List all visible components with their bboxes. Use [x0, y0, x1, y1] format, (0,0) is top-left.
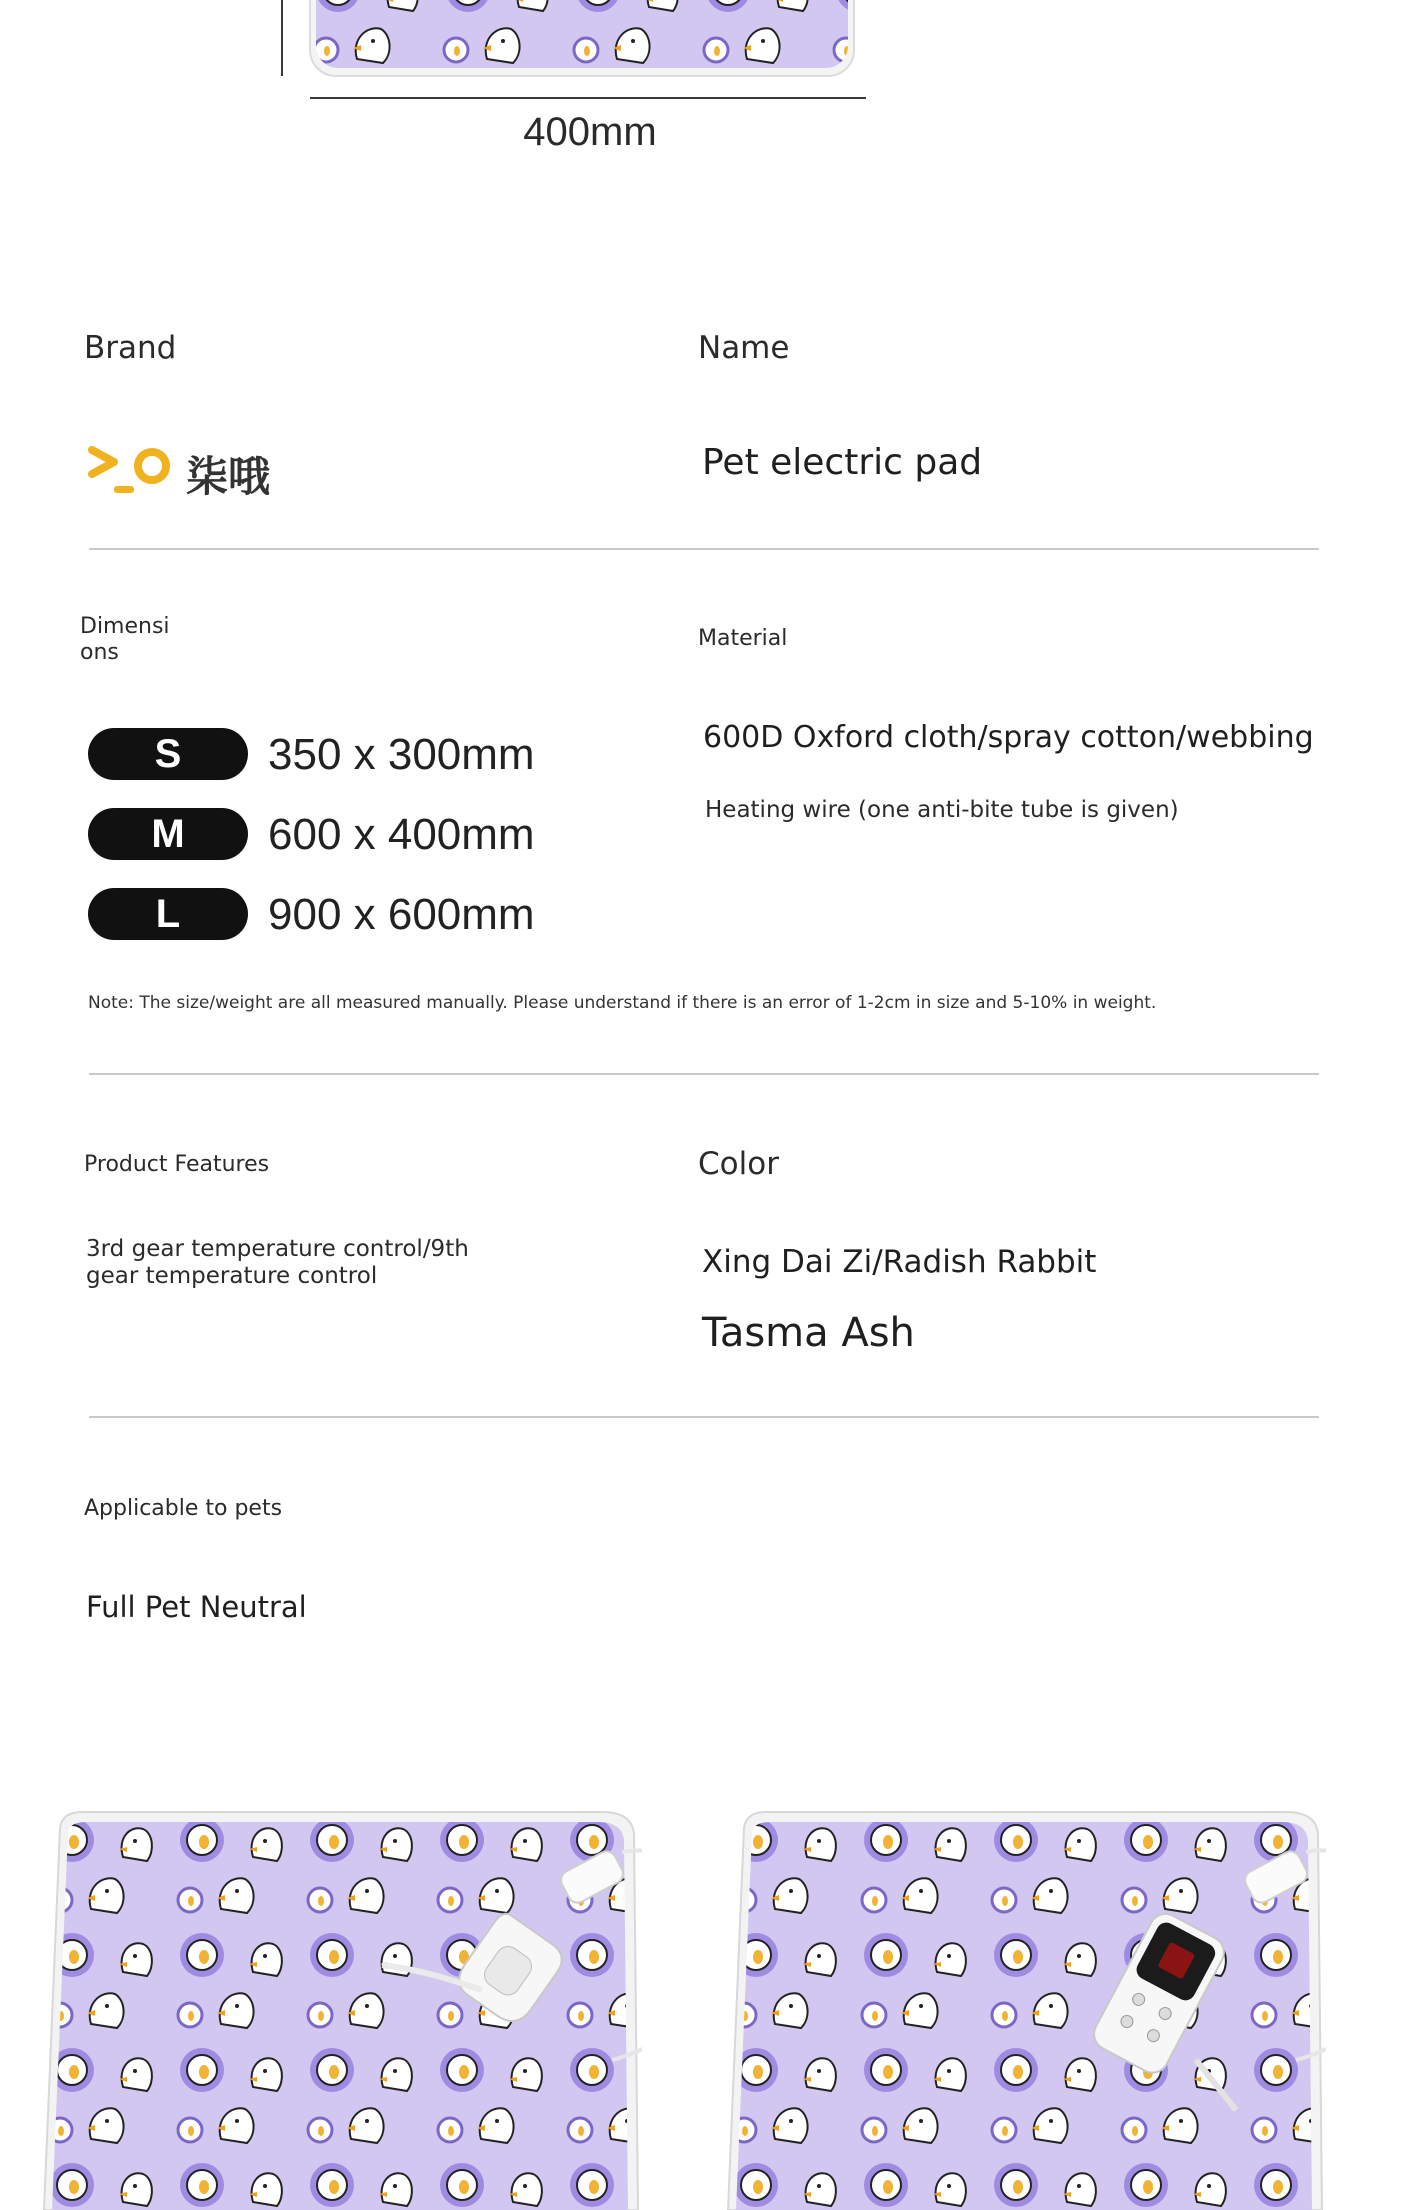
size-badge-m: M: [88, 808, 248, 860]
color-line-2: Tasma Ash: [702, 1310, 915, 1356]
divider: [89, 1073, 1319, 1075]
size-badge-s: S: [88, 728, 248, 780]
material-heading: Material: [698, 626, 788, 651]
color-heading: Color: [698, 1146, 779, 1182]
dimensions-heading: Dimensi: [80, 614, 170, 639]
dimensions-heading-cont: ons: [80, 640, 119, 665]
dimensions-note: Note: The size/weight are all measured manually. Please understand if there is an error of 1-2cm in size and 5-10% in weight.: [88, 993, 1157, 1013]
pad-photo-digital-control: [726, 1810, 1326, 2210]
pad-top-image: [308, 0, 856, 78]
brand-logo-text: 柒哦: [186, 452, 271, 501]
pad-photo-manual-control: [42, 1810, 642, 2210]
pets-value: Full Pet Neutral: [86, 1590, 307, 1624]
brand-logo-mark-icon: [88, 444, 172, 498]
features-line-1: 3rd gear temperature control/9th: [86, 1236, 469, 1262]
divider: [89, 548, 1319, 550]
material-line-2: Heating wire (one anti-bite tube is given): [705, 797, 1179, 823]
dimension-vertical-line: [281, 0, 283, 76]
name-value: Pet electric pad: [702, 442, 983, 483]
color-line-1: Xing Dai Zi/Radish Rabbit: [702, 1244, 1097, 1280]
divider: [89, 1416, 1319, 1418]
pets-heading: Applicable to pets: [84, 1496, 283, 1521]
size-value-l: 900 x 600mm: [268, 890, 535, 939]
brand-logo: [88, 440, 298, 500]
features-line-2: gear temperature control: [86, 1263, 378, 1289]
size-value-m: 600 x 400mm: [268, 810, 535, 859]
dimension-horizontal-line: [310, 97, 866, 99]
size-badge-l: L: [88, 888, 248, 940]
brand-heading: Brand: [84, 330, 177, 366]
dimension-label: 400mm: [523, 110, 657, 154]
name-heading: Name: [698, 330, 790, 366]
features-heading: Product Features: [84, 1152, 270, 1177]
material-line-1: 600D Oxford cloth/spray cotton/webbing: [703, 720, 1314, 755]
size-value-s: 350 x 300mm: [268, 730, 535, 779]
